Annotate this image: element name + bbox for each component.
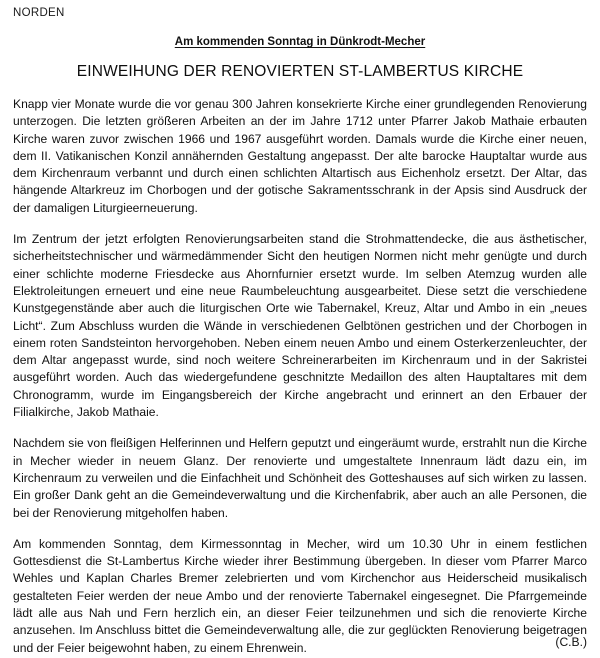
article-paragraph: Am kommenden Sonntag, dem Kirmessonntag in Mecher, wird um 10.30 Uhr in einem festlichen Gottesdienst die St-Lambertus Kirche wieder ihrer Bestimmung übergeben. In dieser vom Pfarrer Marco Wehles und Kaplan Charles Bremer zelebrierten und vom Kirchenchor aus Heiderscheid musikalisch gestalteten Feier werden der neue Ambo und der renovierte Tabernakel eingesegnet. Die Pfarrgemeinde lädt alle aus Nah und Fern herzlich ein, an dieser Feier teilzunehmen und sich die renovierte Kirche anzusehen. Im Anschluss bittet die Gemeindeverwaltung alle, die zur geglückten Renovierung beigetragen und der Feier beigewohnt haben, zu einem Ehrenwein.: [13, 536, 587, 655]
article-title: EINWEIHUNG DER RENOVIERTEN ST-LAMBERTUS KIRCHE: [76, 63, 524, 80]
article-subtitle-text: Am kommenden Sonntag in Dünkrodt-Mecher: [174, 36, 426, 48]
article-body: [13, 96, 587, 657]
article-paragraph: Knapp vier Monate wurde die vor genau 300 Jahren konsekrierte Kirche einer grundlegenden Renovierung unterzogen. Die letzten größeren Arbeiten an der im Jahre 1712 unter Pfarrer Jakob Mathaie erbauten Kirche waren zuvor zwischen 1966 und 1967 ausgeführt worden. Damals wurde die Kirche einer neuen, dem II. Vatikanischen Konzil annähernden Gestaltung angepasst. Der alte barocke Hauptaltar wurde aus dem Kirchenraum verbannt und durch einen schlichten Altartisch aus Eichenholz ersetzt. Der Altar, das hängende Altarkreuz im Chorbogen und der gotische Sakramentsschrank in der Apsis sind Ausdruck der der damaligen Liturgieerneuerung.: [13, 97, 587, 215]
article-paragraph: Im Zentrum der jetzt erfolgten Renovierungsarbeiten stand die Strohmattendecke, die aus ästhetischer, sicherheitstechnischer und wärmedämmender Sicht den heutigen Normen nicht mehr genügte und durch einer schlichte moderne Friesdecke aus Ahornfurnier ersetzt wurde. Im selben Atemzug wurden alle Elektroleitungen erneuert und eine neue Raumbeleuchtung ausgearbeitet. Diese setzt die verschiedene Kunstgegenstände aber auch die liturgischen Orte wie Tabernakel, Kreuz, Altar und Ambo in ein „neues Licht“. Zum Abschluss wurden die Wände in verschiedenen Gelbtönen gestrichen und der Chorbogen in einem roten Sandsteinton hervorgehoben. Neben einem neuen Ambo und einem Osterkerzenleuchter, der dem Altar angepasst wurde, sind noch weitere Schreinerarbeiten im Kirchenraum und in der Sakristei ausgeführt worden. Auch das wiedergefundene geschnitzte Medaillon des alten Hauptaltares mit dem Chronogramm, wurde im Eingangsbereich der Kirche angebracht und erinnert an den Erbauer der Filialkirche, Jakob Mathaie.: [13, 232, 587, 420]
section-label: NORDEN: [13, 7, 65, 19]
article-paragraph: Nachdem sie von fleißigen Helferinnen und Helfern geputzt und eingeräumt wurde, erstrahlt nun die Kirche in Mecher wieder in neuem Glanz. Der renovierte und umgestaltete Innenraum lädt dazu ein, im Kirchenraum zu verweilen und die Einfachheit und Schönheit des Gotteshauses auf sich wirken zu lassen. Ein großer Dank geht an die Gemeindeverwaltung und die Kirchenfabrik, aber auch an alle Personen, die bei der Renovierung mitgeholfen haben.: [13, 436, 587, 520]
author-initials: (C.B.): [555, 635, 587, 649]
article-subtitle: [0, 35, 600, 49]
